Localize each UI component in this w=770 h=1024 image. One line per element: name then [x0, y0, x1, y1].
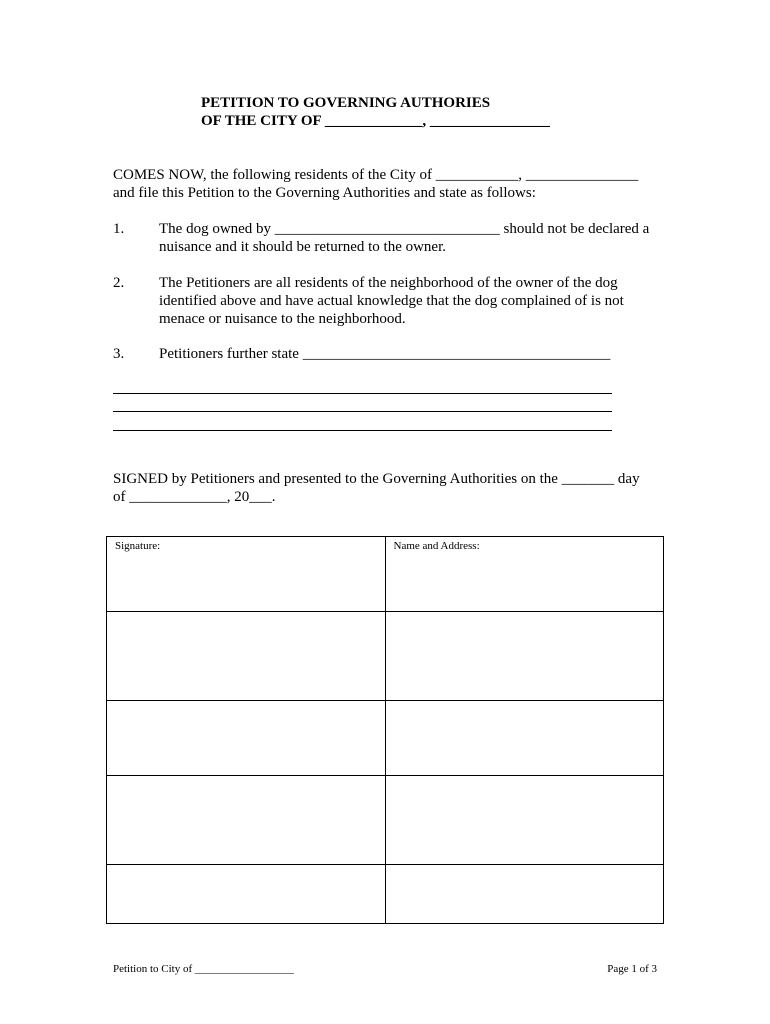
item-2-line-1: The Petitioners are all residents of the neighborhood of the owner of the dog — [159, 275, 618, 291]
item-3-line-1: Petitioners further state _________________________________________ — [159, 346, 611, 362]
item-1-line-2: nuisance and it should be returned to the owner. — [159, 239, 447, 255]
name-address-cell[interactable] — [385, 701, 664, 776]
footer-page-number: Page 1 of 3 — [607, 963, 657, 975]
signed-line-2: of _____________, 20___. — [113, 489, 276, 505]
statement-blank-line-3[interactable] — [113, 430, 612, 431]
table-row — [107, 776, 664, 865]
item-3-text — [159, 345, 664, 363]
signature-cell[interactable] — [107, 701, 386, 776]
intro-line-2: and file this Petition to the Governing Authorities and state as follows: — [113, 185, 536, 201]
table-row — [107, 612, 664, 701]
item-2-text — [159, 274, 664, 328]
statement-blank-line-1[interactable] — [113, 393, 612, 394]
item-3-number: 3. — [113, 346, 125, 362]
item-2-line-2: identified above and have actual knowledge that the dog complained of is not — [159, 293, 624, 309]
table-row — [107, 537, 664, 612]
name-address-cell[interactable] — [385, 865, 664, 924]
name-address-cell[interactable] — [385, 776, 664, 865]
signature-header-cell[interactable]: Signature: — [107, 537, 386, 612]
signature-cell[interactable] — [107, 612, 386, 701]
title-line-1: PETITION TO GOVERNING AUTHORIES — [201, 95, 491, 111]
signed-paragraph — [113, 470, 663, 506]
name-address-cell[interactable] — [385, 612, 664, 701]
table-row — [107, 701, 664, 776]
name-address-header-cell[interactable]: Name and Address: — [385, 537, 664, 612]
item-1-number: 1. — [113, 221, 125, 237]
item-1-text — [159, 220, 664, 256]
intro-paragraph — [113, 166, 663, 202]
signature-table — [106, 536, 664, 924]
statement-blank-line-2[interactable] — [113, 411, 612, 412]
document-title — [201, 94, 550, 130]
footer-petition-label: Petition to City of __________________ — [113, 963, 294, 975]
signature-cell[interactable] — [107, 776, 386, 865]
title-line-2: OF THE CITY OF _____________, ________________ — [201, 113, 550, 129]
signed-line-1: SIGNED by Petitioners and presented to the Governing Authorities on the _______ day — [113, 471, 640, 487]
item-2-line-3: menace or nuisance to the neighborhood. — [159, 311, 406, 327]
signature-cell[interactable] — [107, 865, 386, 924]
table-row — [107, 865, 664, 924]
item-2-number: 2. — [113, 275, 125, 291]
intro-line-1: COMES NOW, the following residents of the City of ___________, _______________ — [113, 167, 639, 183]
item-1-line-1: The dog owned by ______________________________ should not be declared a — [159, 221, 650, 237]
